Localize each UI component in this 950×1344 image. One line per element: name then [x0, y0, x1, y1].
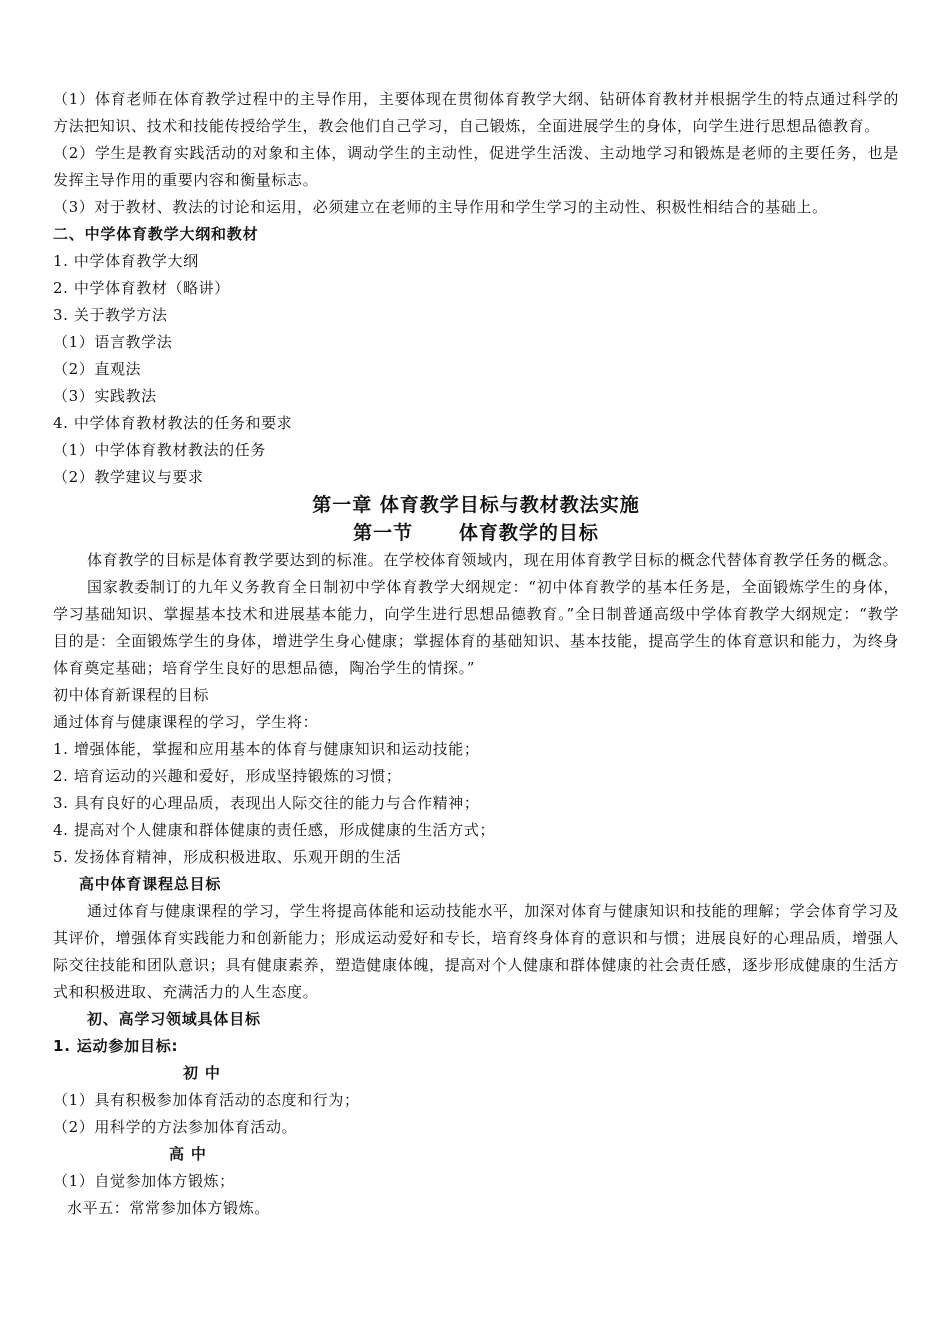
junior-goal-intro: 通过体育与健康课程的学习，学生将：: [53, 713, 319, 731]
document-body: [53, 86, 899, 1222]
junior-goal-item: 1. 增强体能，掌握和应用基本的体育与健康知识和运动技能；: [53, 740, 480, 758]
paragraph-goal-definition: 体育教学的目标是体育教学要达到的标准。在学校体育领域内，现在用体育教学目标的概念代替体育教学任务的概念。: [87, 551, 899, 569]
paragraph-teacher-role: （1）体育老师在体育教学过程中的主导作用，主要体现在贯彻体育教学大纲、钻研体育教材并根据学生的特点通过科学的方法把知识、技术和技能传授给学生，教会他们自己学习，自己锻炼，全面进展学生的身体，向学生进行思想品德教育。: [53, 90, 899, 135]
paragraph-student-role: （2）学生是教育实践活动的对象和主体，调动学生的主动性，促进学生活泼、主动地学习和锻炼是老师的主要任务，也是发挥主导作用的重要内容和衡量标志。: [53, 144, 899, 189]
senior-label: 高 中: [169, 1145, 207, 1163]
junior-goal-item: 3. 具有良好的心理品质，表现出人际交往的能力与合作精神；: [53, 794, 480, 812]
senior-goal-title: 高中体育课程总目标: [79, 875, 222, 893]
paragraph-senior-goal: 通过体育与健康课程的学习，学生将提高体能和运动技能水平，加深对体育与健康知识和技能的理解；学会体育学习及其评价，增强体育实践能力和创新能力；形成运动爱好和专长，培育终身体育的意识和与惯；进展良好的心理品质，增强人际交往技能和团队意识；具有健康素养，塑造健康体魄，提高对个人健康和群体健康的社会责任感，逐步形成健康的生活方式和积极进取、充满活力的人生态度。: [53, 902, 899, 1001]
outline-item: （2）直观法: [53, 360, 142, 378]
outline-item: 1. 中学体育教学大纲: [53, 252, 199, 270]
paragraph-methods: （3）对于教材、教法的讨论和运用，必须建立在老师的主导作用和学生学习的主动性、积极性相结合的基础上。: [53, 198, 828, 216]
chapter-title: 第一章 体育教学目标与教材教法实施: [312, 494, 640, 516]
junior-item: （1）具有积极参加体育活动的态度和行为；: [53, 1091, 360, 1109]
outline-item: 3. 关于教学方法: [53, 306, 168, 324]
junior-item: （2）用科学的方法参加体育活动。: [53, 1118, 298, 1136]
junior-goal-item: 4. 提高对个人健康和群体健康的责任感，形成健康的生活方式；: [53, 821, 496, 839]
domain-title: 初、高学习领域具体目标: [87, 1010, 261, 1028]
outline-item: （1）中学体育教材教法的任务: [53, 441, 266, 459]
junior-goal-item: 5. 发扬体育精神，形成积极进取、乐观开朗的生活: [53, 848, 402, 866]
senior-item: （1）自觉参加体方锻炼；: [53, 1172, 235, 1190]
outline-item: （3）实践教法: [53, 387, 157, 405]
junior-goal-title: 初中体育新课程的目标: [53, 686, 210, 704]
outline-heading: 二、中学体育教学大纲和教材: [53, 225, 259, 243]
junior-label: 初 中: [183, 1064, 221, 1082]
junior-goal-item: 2. 培育运动的兴趣和爱好，形成坚持锻炼的习惯；: [53, 767, 402, 785]
section-title: 第一节 体育教学的目标: [353, 522, 599, 544]
subsection-participation: 1. 运动参加目标:: [53, 1037, 179, 1055]
outline-item: 4. 中学体育教材教法的任务和要求: [53, 414, 293, 432]
paragraph-syllabus: 国家教委制订的九年义务教育全日制初中学体育教学大纲规定：“初中体育教学的基本任务是，全面锻炼学生的身体，学习基础知识、掌握基本技术和进展基本能力，向学生进行思想品德教育。”全日制普通高级中学体育教学大纲规定：“教学目的是：全面锻炼学生的身体，增进学生身心健康；掌握体育的基础知识、基本技能，提高学生的体育意识和能力，为终身体育奠定基础；培育学生良好的思想品德，陶冶学生的情探。”: [53, 578, 899, 677]
outline-item: （1）语言教学法: [53, 333, 173, 351]
level-five-text: 水平五：常常参加体方锻炼。: [67, 1199, 270, 1217]
outline-item: （2）教学建议与要求: [53, 468, 204, 486]
outline-item: 2. 中学体育教材（略讲）: [53, 279, 230, 297]
